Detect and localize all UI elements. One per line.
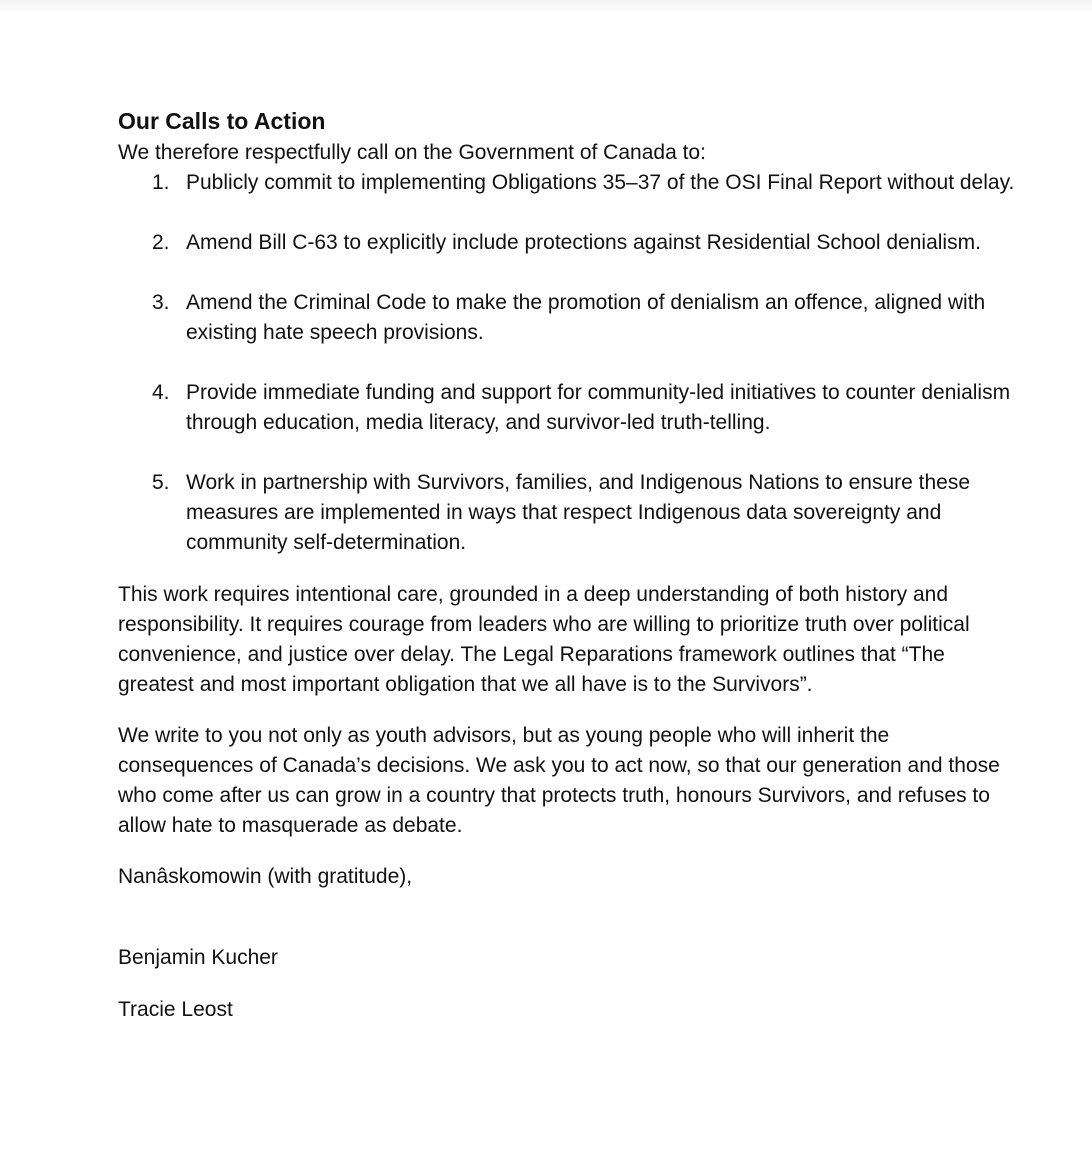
page-top-shadow	[0, 0, 1092, 14]
list-item-number: 1.	[152, 171, 170, 194]
list-item-text: Publicly commit to implementing Obligations 35–37 of the OSI Final Report without delay.	[186, 171, 1015, 194]
body-paragraph: This work requires intentional care, grounded in a deep understanding of both history and responsibility. It requires courage from leaders who are willing to prioritize truth over political convenience, and justice over delay. The Legal Reparations framework outlines that “The greatest and most important obligation that we all have is to the Survivors”.	[118, 583, 970, 696]
list-item-number: 4.	[152, 381, 170, 404]
list-item	[118, 228, 1018, 258]
list-item-number: 2.	[152, 231, 170, 254]
list-item-number: 5.	[152, 471, 170, 494]
letter-body	[118, 104, 1018, 1047]
list-item	[118, 168, 1018, 198]
signatory-name: Benjamin Kucher	[118, 946, 278, 969]
list-item-text: Amend the Criminal Code to make the promotion of denialism an offence, aligned with existing hate speech provisions.	[186, 291, 986, 344]
section-heading: Our Calls to Action	[118, 108, 326, 134]
list-item	[118, 468, 1018, 558]
list-item	[118, 378, 1018, 438]
list-item-text: Work in partnership with Survivors, families, and Indigenous Nations to ensure these measures are implemented in ways that respect Indigenous data sovereignty and community self-determination.	[186, 471, 971, 554]
signatory-name: Tracie Leost	[118, 998, 233, 1021]
body-paragraph: We write to you not only as youth advisors, but as young people who will inherit the consequences of Canada’s decisions. We ask you to act now, so that our generation and those who come after us can grow in a country that protects truth, honours Survivors, and refuses to allow hate to masquerade as debate.	[118, 724, 1000, 837]
calls-to-action-list	[118, 168, 1018, 558]
list-item-text: Amend Bill C-63 to explicitly include protections against Residential School denialism.	[186, 231, 981, 254]
list-item-number: 3.	[152, 291, 170, 314]
closing-salutation: Nanâskomowin (with gratitude),	[118, 865, 413, 888]
list-item-text: Provide immediate funding and support for community-led initiatives to counter denialism through education, media literacy, and survivor-led truth-telling.	[186, 381, 1011, 434]
intro-text: We therefore respectfully call on the Government of Canada to:	[118, 141, 706, 164]
list-item	[118, 288, 1018, 348]
